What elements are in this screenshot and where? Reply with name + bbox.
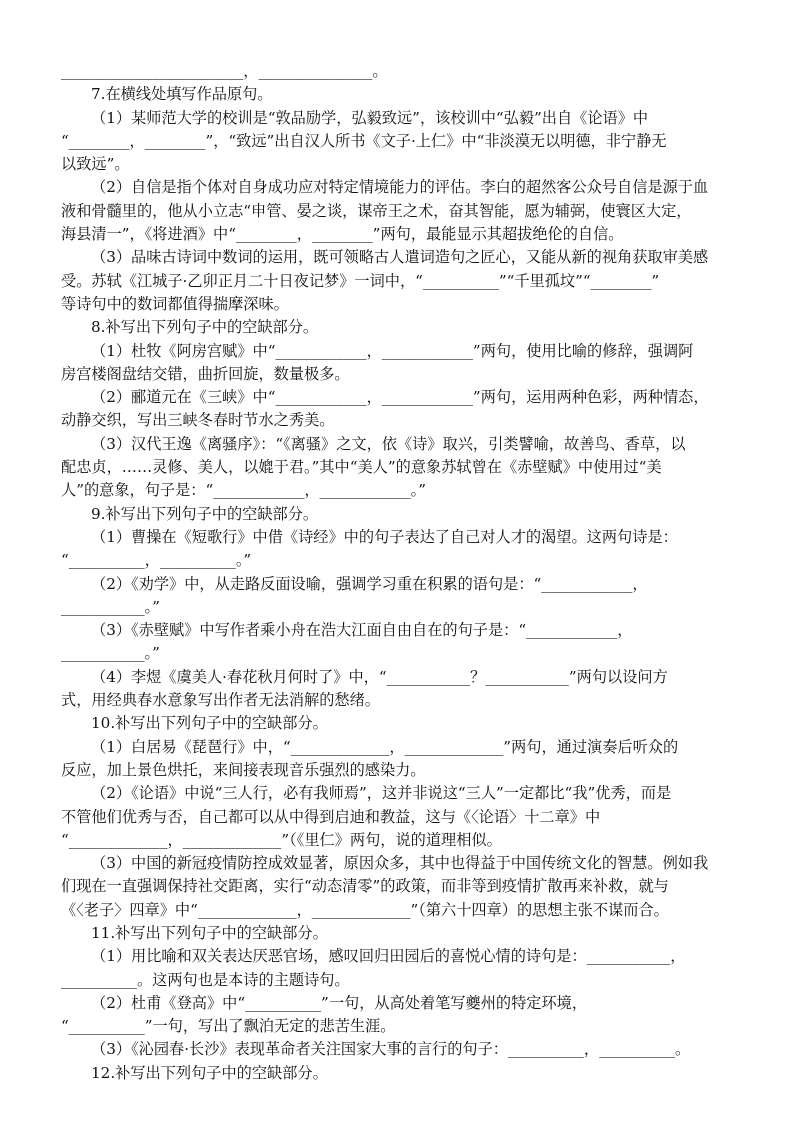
text-line: 以致远”。 [61, 155, 130, 174]
text-line: “__________，__________。” [61, 551, 252, 570]
text-line: （4）李煜《虞美人·春花秋月何时了》中，“___________？___________”两句以设问方 [91, 667, 668, 686]
text-line: （3）中国的新冠疫情防控成效显著，原因众多，其中也得益于中国传统文化的智慧。例如我 [91, 854, 709, 873]
text-line: 8.补写出下列句子中的空缺部分。 [91, 318, 319, 337]
text-line: ___________。” [61, 597, 160, 616]
text-line: （2）《论语》中说“三人行，必有我师焉”，这并非说这“三人”一定都比“我”优秀，而是 [91, 784, 672, 803]
text-line: 房宫楼阁盘结交错，曲折回旋，数量极多。 [61, 364, 350, 383]
text-line: 7.在横线处填写作品原句。 [91, 85, 273, 104]
text-line: （3）《沁园春·长沙》表现革命者关注国家大事的言行的句子：__________，__________。 [91, 1040, 691, 1059]
text-line: （3）汉代王逸《离骚序》：“《离骚》之文，依《诗》取兴，引类譬喻，故善鸟、香草，以 [91, 434, 686, 453]
text-line: “__________”一句，写出了飘泊无定的悲苦生涯。 [61, 1017, 396, 1036]
text-line: 12.补写出下列句子中的空缺部分。 [91, 1063, 328, 1082]
text-line: （1）杜牧《阿房宫赋》中“____________，____________”两句，使用比喻的修辞，强调阿 [91, 341, 694, 360]
text-line: 海县清一”，《将进酒》中“________，________”两句，最能显示其超拔绝伦的自信。 [61, 225, 624, 244]
text-line: 液和骨髓里的，他从小立志“申管、晏之谈，谋帝王之术，奋其智能，愿为辅弼，使寰区大定， [61, 201, 692, 220]
text-line: （1）某师范大学的校训是“敦品励学，弘毅致远”，该校训中“弘毅”出自《论语》中 [91, 108, 649, 127]
text-line: 不管他们优秀与否，自己都可以从中得到启迪和教益，这与《〈论语〉十二章》中 [61, 807, 601, 826]
text-line: 《〈老子〉四章》中“_____________，_____________”（第六十四章）的思想主张不谋而合。 [61, 900, 669, 919]
text-line: （2）自信是指个体对自身成功应对特定情境能力的评估。李白的超然客公众号自信是源于血 [91, 178, 709, 197]
text-line: （1）白居易《琵琶行》中，“_____________，_____________”两句，通过演奏后听众的 [91, 737, 679, 756]
text-line: （2）郦道元在《三峡》中“____________，____________”两句，运用两种色彩，两种情态， [91, 388, 709, 407]
text-line: 人”的意象，句子是：“____________，____________。” [61, 481, 427, 500]
text-line: 动静交织，写出三峡冬春时节水之秀美。 [61, 411, 335, 430]
text-line: 等诗句中的数词都值得揣摩深味。 [61, 294, 289, 313]
text-line: 11.补写出下列句子中的空缺部分。 [91, 923, 328, 942]
text-line: 配忠贞，……灵修、美人，以媲于君。”其中“美人”的意象苏轼曾在《赤壁赋》中使用过“美 [61, 458, 662, 477]
document-page [61, 60, 737, 1085]
text-line: （3）品味古诗词中数词的运用，既可领略古人遣词造句之匠心，又能从新的视角获取审美感 [91, 248, 709, 267]
text-line: 们现在一直强调保持社交距离，实行“动态清零”的政策，而非等到疫情扩散再来补救，就与 [61, 877, 669, 896]
text-line: （3）《赤壁赋》中写作者乘小舟在浩大江面自由自在的句子是：“____________， [91, 621, 633, 640]
text-line: “_____________，_____________”（《里仁》两句，说的道理相似。 [61, 830, 502, 849]
text-line: （1）用比喻和双关表达厌恶官场，感叹回归田园后的喜悦心情的诗句是：___________， [91, 947, 686, 966]
text-line: 9.补写出下列句子中的空缺部分。 [91, 504, 319, 523]
text-line: 受。苏轼《江城子·乙卯正月二十日夜记梦》一词中，“__________”“千里孤坟”“________” [61, 271, 660, 290]
text-line: 10.补写出下列句子中的空缺部分。 [91, 714, 328, 733]
text-line: __________。这两句也是本诗的主题诗句。 [61, 970, 350, 989]
text-line: 式，用经典春水意象写出作者无法消解的愁绪。 [61, 691, 380, 710]
text-line: “________，________”，“致远”出自汉人所书《文子·上仁》中“非淡漠无以明德，非宁静无 [61, 131, 667, 150]
text-line: （1）曹操在《短歌行》中借《诗经》中的句子表达了自己对人才的渴望。这两句诗是： [91, 527, 678, 546]
text-line: ________________________，_______________。 [61, 62, 388, 80]
text-line: （2）《劝学》中，从走路反面设喻，强调学习重在积累的语句是：“____________， [91, 574, 648, 593]
text-line: 反应，加上景色烘托，来间接表现音乐强烈的感染力。 [61, 760, 426, 779]
text-line: （2）杜甫《登高》中“__________”一句，从高处着笔写夔州的特定环境， [91, 993, 588, 1012]
text-line: ___________。” [61, 644, 160, 663]
